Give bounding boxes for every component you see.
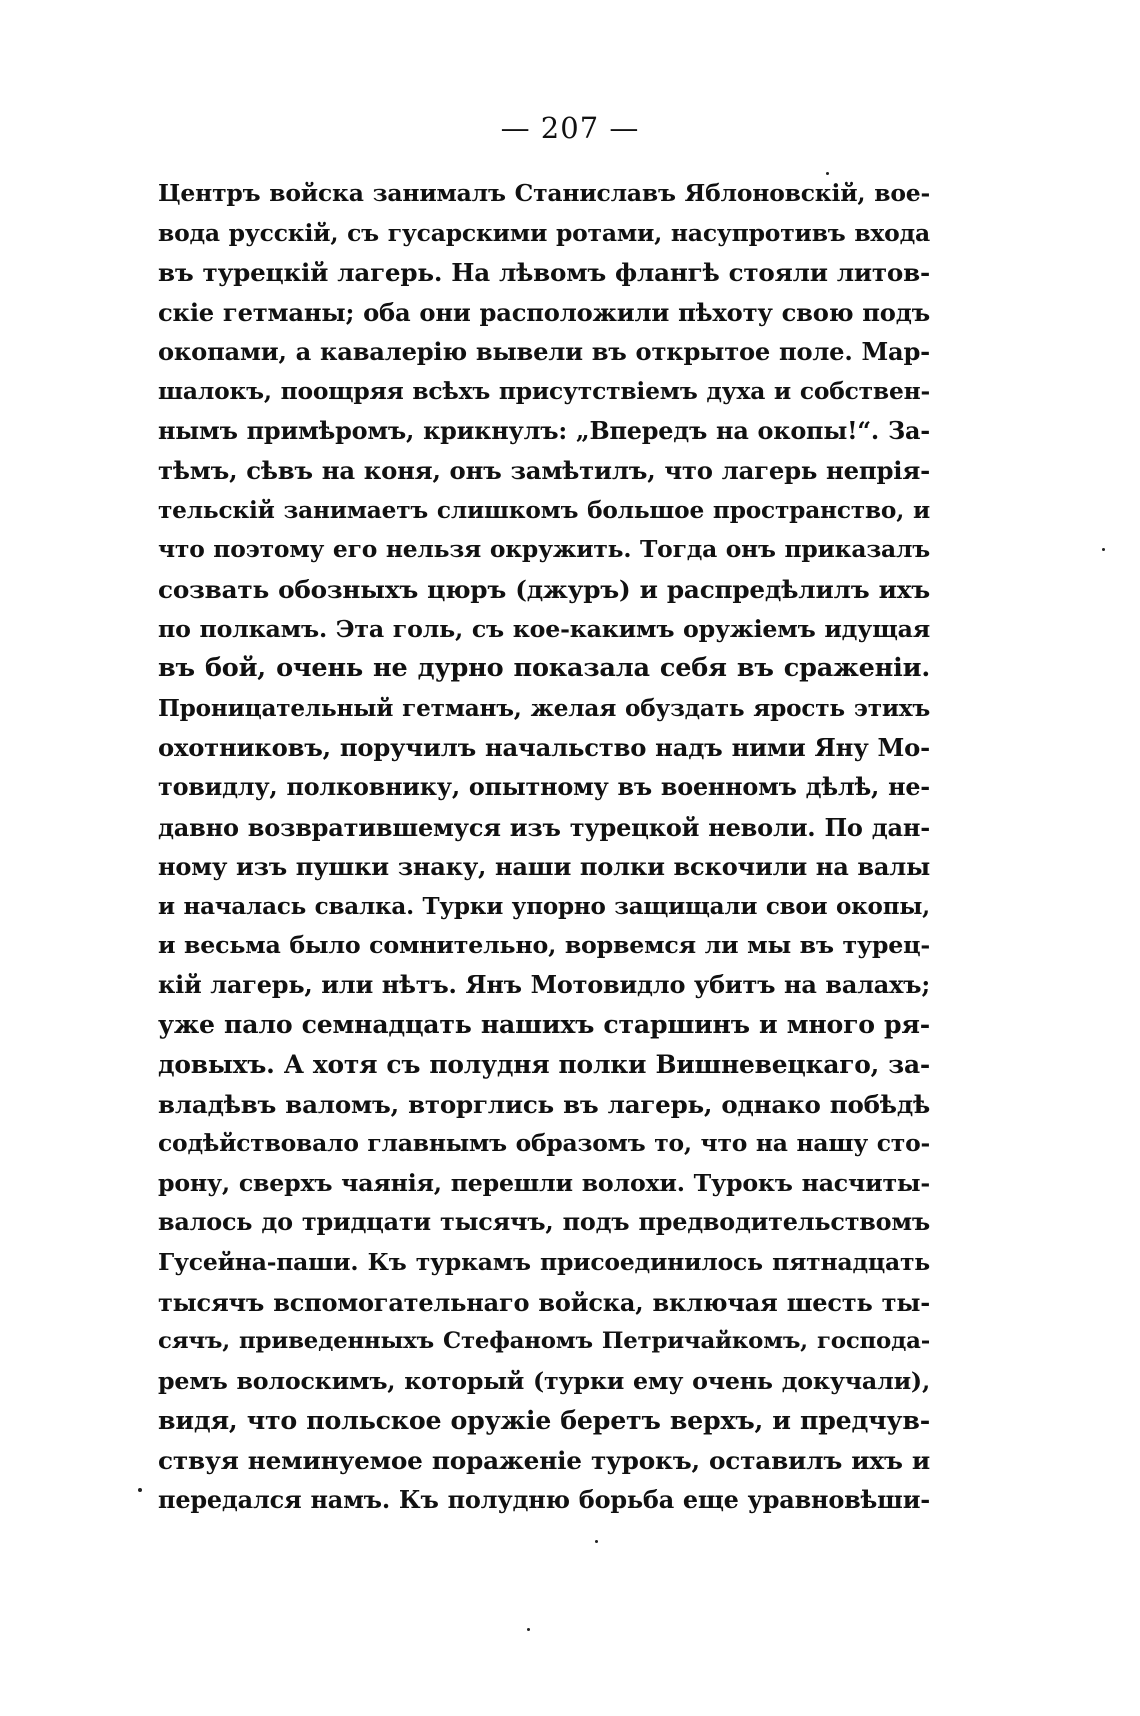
text-line: Проницательный гетманъ, желая обуздать ярость этихъ	[158, 694, 930, 722]
text-line: вода русскій, съ гусарскими ротами, насупротивъ входа	[158, 218, 930, 247]
scan-speck	[527, 1628, 530, 1631]
text-line: ремъ волоскимъ, который (турки ему очень докучали),	[158, 1366, 930, 1395]
text-line: видя, что польское оружіе беретъ верхъ, и предчув-	[158, 1405, 930, 1436]
text-line: сячъ, приведенныхъ Стефаномъ Петричайкомъ, господа-	[158, 1328, 930, 1355]
text-line: рону, сверхъ чаянія, перешли волохи. Турокъ насчиты-	[158, 1168, 930, 1197]
text-line: Центръ войска занималъ Станиславъ Яблоновскій, вое-	[158, 179, 930, 207]
text-line: охотниковъ, поручилъ начальство надъ ними Яну Мо-	[158, 733, 930, 763]
text-line: по полкамъ. Эта голь, съ кое-какимъ оружіемъ идущая	[158, 614, 930, 643]
scan-speck	[1102, 548, 1105, 551]
page-number: — 207 —	[500, 111, 640, 145]
text-line: въ бой, очень не дурно показала себя въ сраженіи.	[158, 653, 930, 684]
scan-speck	[595, 1540, 598, 1543]
text-line: ному изъ пушки знаку, наши полки вскочили на валы	[158, 852, 930, 882]
text-line: давно возвратившемуся изъ турецкой неволи. По дан-	[158, 812, 930, 842]
scan-speck	[826, 172, 829, 175]
text-line: уже пало семнадцать нашихъ старшинъ и много ря-	[158, 1009, 930, 1040]
text-line: валось до тридцати тысячъ, подъ предводительствомъ	[158, 1208, 930, 1237]
text-line: тѣмъ, сѣвъ на коня, онъ замѣтилъ, что лагерь непрія-	[158, 456, 930, 486]
text-line: созвать обозныхъ цюръ (джуръ) и распредѣлилъ ихъ	[158, 574, 930, 604]
text-line: тельскій занимаетъ слишкомъ большое пространство, и	[158, 496, 930, 524]
text-line: передался намъ. Къ полудню борьба еще уравновѣши-	[158, 1485, 930, 1514]
text-line: шалокъ, поощряя всѣхъ присутствіемъ духа и собствен-	[158, 376, 930, 405]
text-line: нымъ примѣромъ, крикнулъ: „Впередъ на окопы!“. За-	[158, 416, 930, 445]
text-line: ствуя неминуемое пораженіе турокъ, оставилъ ихъ и	[158, 1446, 930, 1475]
text-line: окопами, а кавалерію вывели въ открытое поле. Мар-	[158, 337, 930, 367]
text-line: и весьма было сомнительно, ворвемся ли мы въ турец-	[158, 931, 930, 960]
text-line: довыхъ. А хотя съ полудня полки Вишневецкаго, за-	[158, 1050, 930, 1080]
text-line: что поэтому его нельзя окружить. Тогда онъ приказалъ	[158, 535, 930, 564]
text-line: владѣвъ валомъ, вторглись въ лагерь, однако побѣдѣ	[158, 1089, 930, 1119]
text-line: содѣйствовало главнымъ образомъ то, что на нашу сто-	[158, 1129, 930, 1158]
text-line: и началась свалка. Турки упорно защищали свои окопы,	[158, 892, 930, 920]
scan-speck	[138, 1488, 142, 1492]
text-line: кій лагерь, или нѣтъ. Янъ Мотовидло убитъ на валахъ;	[158, 970, 930, 999]
text-line: въ турецкій лагерь. На лѣвомъ флангѣ стояли литов-	[158, 258, 930, 288]
text-line: скіе гетманы; оба они расположили пѣхоту свою подъ	[158, 297, 930, 327]
body-text	[158, 174, 930, 1520]
text-line: товидлу, полковнику, опытному въ военномъ дѣлѣ, не-	[158, 772, 930, 801]
text-line: Гусейна-паши. Къ туркамъ присоединилось пятнадцать	[158, 1248, 930, 1277]
text-line: тысячъ вспомогательнаго войска, включая шесть ты-	[158, 1287, 930, 1317]
